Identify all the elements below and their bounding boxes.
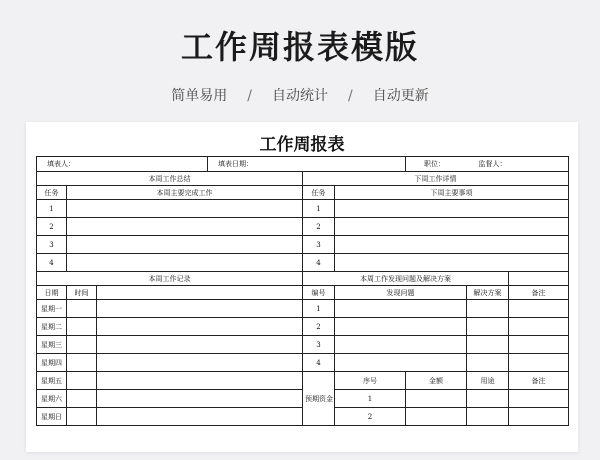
table-row: [37, 236, 569, 254]
budget-use-header: 用途: [467, 372, 509, 390]
record-time-header: 时间: [67, 286, 97, 300]
budget-note-header: 备注: [509, 372, 569, 390]
summary-task-no: 1: [37, 200, 67, 218]
issues-note-cell[interactable]: [509, 300, 569, 318]
supervisor-field[interactable]: 监督人：: [467, 157, 569, 172]
issues-solution-cell[interactable]: [467, 300, 509, 318]
plan-task-no: 1: [303, 200, 335, 218]
budget-note-cell[interactable]: [509, 390, 569, 408]
record-time-cell[interactable]: [67, 336, 97, 354]
record-day: 星期五: [37, 372, 67, 390]
table-row: [37, 200, 569, 218]
issues-no: 2: [303, 318, 335, 336]
record-content-cell[interactable]: [97, 300, 303, 318]
record-time-cell[interactable]: [67, 354, 97, 372]
record-day: 星期六: [37, 390, 67, 408]
table-row: [37, 300, 569, 318]
summary-task-header: 任务: [37, 186, 67, 200]
issues-problem-cell[interactable]: [335, 336, 467, 354]
record-content-cell[interactable]: [97, 336, 303, 354]
record-content-cell[interactable]: [97, 318, 303, 336]
record-section-title: 本周工作记录: [37, 272, 303, 286]
table-row: [37, 408, 569, 426]
issues-problem-header: 发现问题: [335, 286, 467, 300]
feature-item: 自动更新: [372, 88, 429, 104]
summary-cell[interactable]: [67, 236, 303, 254]
filler-field[interactable]: 填表人：: [37, 157, 208, 172]
issues-section-title: 本周工作发现问题及解决方案: [303, 272, 509, 286]
feature-list: [0, 85, 600, 105]
issues-problem-cell[interactable]: [335, 318, 467, 336]
plan-main-header: 下周主要事项: [335, 186, 569, 200]
budget-label: 预期资金: [303, 372, 335, 426]
summary-task-no: 2: [37, 218, 67, 236]
record-day: 星期二: [37, 318, 67, 336]
issues-problem-cell[interactable]: [335, 300, 467, 318]
plan-cell[interactable]: [335, 236, 569, 254]
plan-task-no: 2: [303, 218, 335, 236]
issues-note-cell[interactable]: [509, 336, 569, 354]
column-header-row: [37, 286, 569, 300]
info-row: [37, 157, 569, 172]
summary-main-header: 本周主要完成工作: [67, 186, 303, 200]
record-day: 星期四: [37, 354, 67, 372]
date-field[interactable]: 填表日期：: [208, 157, 406, 172]
budget-use-cell[interactable]: [467, 390, 509, 408]
budget-no: 1: [335, 390, 406, 408]
plan-section-title: 下周工作详情: [303, 172, 569, 186]
issues-no: 3: [303, 336, 335, 354]
issues-no: 4: [303, 354, 335, 372]
record-content-cell[interactable]: [97, 372, 303, 390]
column-header-row: [37, 186, 569, 200]
budget-use-cell[interactable]: [467, 408, 509, 426]
feature-item: 自动统计: [272, 88, 328, 104]
table-row: [37, 390, 569, 408]
issues-solution-cell[interactable]: [467, 336, 509, 354]
page-title: 工作周报表模版: [180, 28, 419, 66]
record-date-header: 日期: [37, 286, 67, 300]
summary-cell[interactable]: [67, 218, 303, 236]
plan-cell[interactable]: [335, 200, 569, 218]
record-day: 星期日: [37, 408, 67, 426]
table-row: [37, 254, 569, 272]
record-time-cell[interactable]: [67, 318, 97, 336]
budget-note-cell[interactable]: [509, 408, 569, 426]
issues-solution-cell[interactable]: [467, 354, 509, 372]
feature-separator: /: [247, 88, 252, 104]
summary-task-no: 4: [37, 254, 67, 272]
plan-cell[interactable]: [335, 218, 569, 236]
issues-no: 1: [303, 300, 335, 318]
issues-title-blank: [509, 272, 569, 286]
plan-task-no: 3: [303, 236, 335, 254]
table-row: [37, 336, 569, 354]
issues-no-header: 编号: [303, 286, 335, 300]
budget-amount-cell[interactable]: [406, 408, 467, 426]
budget-amount-cell[interactable]: [406, 390, 467, 408]
budget-amount-header: 金额: [406, 372, 467, 390]
feature-item: 简单易用: [171, 88, 228, 104]
position-field[interactable]: 职位：: [406, 157, 467, 172]
issues-note-cell[interactable]: [509, 318, 569, 336]
record-content-cell[interactable]: [97, 354, 303, 372]
table-row: [37, 354, 569, 372]
budget-no-header: 序号: [335, 372, 406, 390]
issues-problem-cell[interactable]: [335, 354, 467, 372]
table-row: [37, 372, 569, 390]
issues-solution-cell[interactable]: [467, 318, 509, 336]
summary-section-title: 本周工作总结: [37, 172, 303, 186]
summary-cell[interactable]: [67, 200, 303, 218]
plan-cell[interactable]: [335, 254, 569, 272]
sheet-title: 工作周报表: [259, 135, 345, 155]
record-content-cell[interactable]: [97, 408, 303, 426]
record-time-cell[interactable]: [67, 372, 97, 390]
record-content-header: [97, 286, 303, 300]
plan-task-header: 任务: [303, 186, 335, 200]
budget-no: 2: [335, 408, 406, 426]
record-time-cell[interactable]: [67, 300, 97, 318]
section-header-row: [37, 172, 569, 186]
section-header-row: [37, 272, 569, 286]
table-row: [37, 218, 569, 236]
issues-solution-header: 解决方案: [467, 286, 509, 300]
record-content-cell[interactable]: [97, 390, 303, 408]
issues-note-cell[interactable]: [509, 354, 569, 372]
summary-task-no: 3: [37, 236, 67, 254]
record-day: 星期一: [37, 300, 67, 318]
record-time-cell[interactable]: [67, 390, 97, 408]
summary-cell[interactable]: [67, 254, 303, 272]
table-row: [37, 318, 569, 336]
plan-task-no: 4: [303, 254, 335, 272]
issues-note-header: 备注: [509, 286, 569, 300]
report-table: [36, 156, 569, 426]
record-time-cell[interactable]: [67, 408, 97, 426]
feature-separator: /: [348, 88, 353, 104]
report-sheet: [26, 122, 578, 452]
record-day: 星期三: [37, 336, 67, 354]
